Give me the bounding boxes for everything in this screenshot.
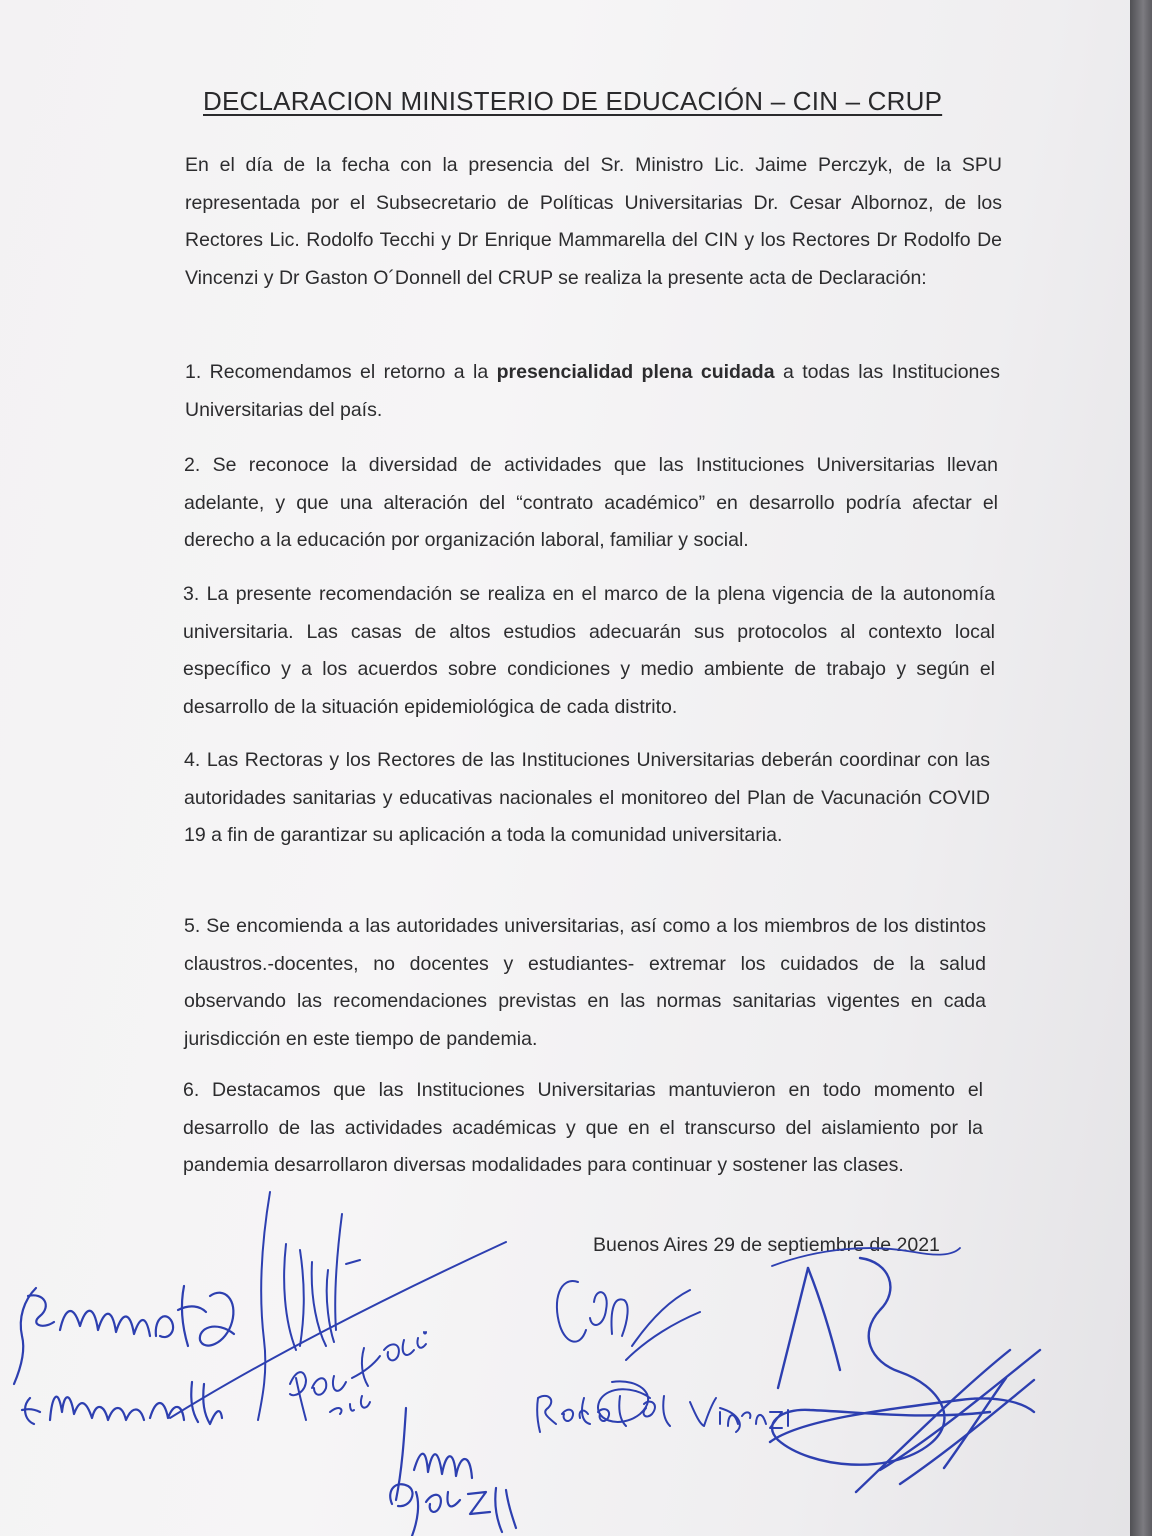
item-6: 6. Destacamos que las Instituciones Universitarias mantuvieron en todo momento el desarrollo de las actividades académicas y que en el transcurso del aislamiento por la pandemia desarrollaron diversas modalidades para continuar y sostener las clases.: [183, 1079, 983, 1176]
place-and-date: Buenos Aires 29 de septiembre de 2021: [593, 1234, 940, 1256]
item-1-text-after: a todas las Instituciones Universitarias del país.: [185, 361, 1000, 421]
signatures-area: [0, 1160, 1130, 1536]
item-1: [185, 354, 1000, 429]
signature-mammarella: [14, 1286, 234, 1424]
signature-tecchi: [170, 1192, 506, 1420]
signature-de-vincenzi: [537, 1281, 788, 1432]
signature-flourish: [770, 1258, 1040, 1492]
item-1-text-before: 1. Recomendamos el retorno a la: [185, 361, 497, 383]
item-1-bold-text: presencialidad plena cuidada: [496, 361, 775, 383]
item-4: 4. Las Rectoras y los Rectores de las Instituciones Universitarias deberán coordinar con las autoridades sanitarias y educativas nacionales el monitoreo del Plan de Vacunación COVID 19 a fin de garantizar su aplicación a toda la comunidad universitaria.: [184, 749, 990, 846]
document-title: DECLARACION MINISTERIO DE EDUCACIÓN – CIN – CRUP: [203, 86, 943, 116]
intro-paragraph: En el día de la fecha con la presencia del Sr. Ministro Lic. Jaime Perczyk, de la SPU representada por el Subsecretario de Políticas Universitarias Dr. Cesar Albornoz, de los Rectores Lic. Rodolfo Tecchi y Dr Enrique Mammarella del CIN y los Rectores Dr Rodolfo De Vincenzi y Dr Gaston O´Donnell del CRUP se realiza la presente acta de Declaración:: [185, 154, 1002, 289]
date-crossing-stroke: [772, 1248, 960, 1266]
signature-perczyk: [390, 1408, 516, 1536]
page-edge-shadow: [1130, 0, 1152, 1536]
item-5: 5. Se encomienda a las autoridades universitarias, así como a los miembros de los distintos claustros.-docentes, no docentes y estudiantes- extremar los cuidados de la salud observando las recomendaciones previstas en las normas sanitarias vigentes en cada jurisdicción en este tiempo de pandemia.: [184, 915, 986, 1050]
item-2: 2. Se reconoce la diversidad de actividades que las Instituciones Universitarias llevan adelante, y que una alteración del “contrato académico” en desarrollo podría afectar el derecho a la educación por organización laboral, familiar y social.: [184, 454, 998, 551]
item-3: 3. La presente recomendación se realiza en el marco de la plena vigencia de la autonomía universitaria. Las casas de altos estudios adecuarán sus protocolos al contexto local específico y a los acuerdos sobre condiciones y medio ambiente de trabajo y según el desarrollo de la situación epidemiológica de cada distrito.: [183, 583, 995, 718]
